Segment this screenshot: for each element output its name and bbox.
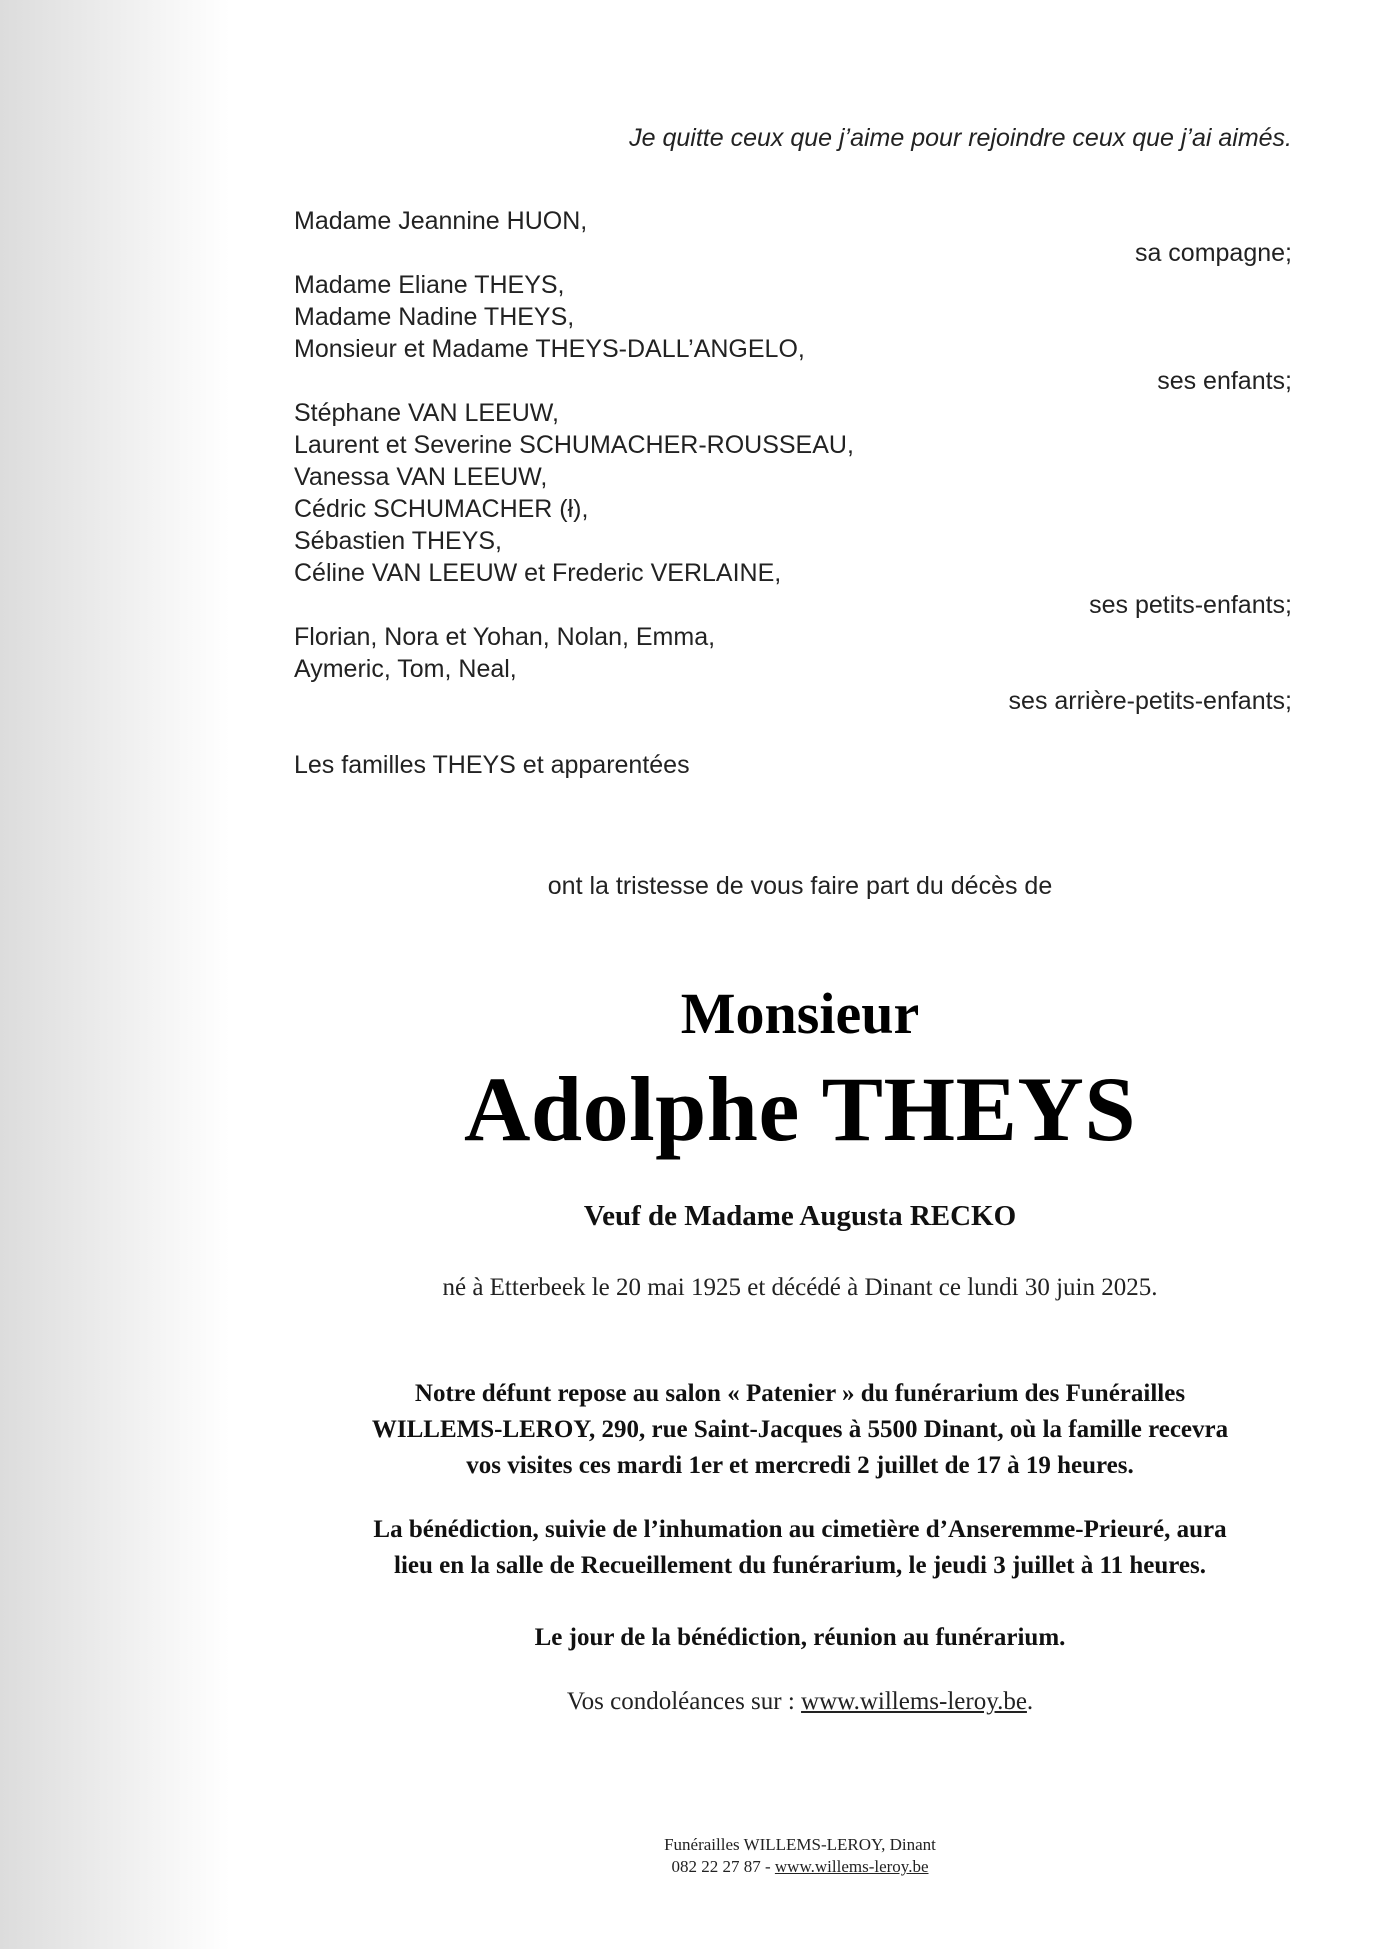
- meeting-line: Le jour de la bénédiction, réunion au funérarium.: [534, 1624, 1066, 1651]
- meeting-paragraph: [250, 1620, 1350, 1656]
- condolences-link[interactable]: www.willems-leroy.be: [801, 1688, 1027, 1715]
- ceremony-paragraph: [250, 1512, 1350, 1584]
- ceremony-line: lieu en la salle de Recueillement du funérarium, le jeudi 3 juillet à 11 heures.: [394, 1552, 1206, 1579]
- left-gradient-band: [0, 0, 230, 1949]
- visitation-line: vos visites ces mardi 1er et mercredi 2 juillet de 17 à 19 heures.: [466, 1452, 1134, 1479]
- announcement-text: ont la tristesse de vous faire part du décès de: [547, 872, 1053, 900]
- grandchildren-role: ses petits-enfants;: [1089, 591, 1292, 619]
- companion-name: Madame Jeannine HUON,: [294, 207, 588, 235]
- great-grandchild-name: Florian, Nora et Yohan, Nolan, Emma,: [294, 623, 716, 651]
- great-grandchild-name: Aymeric, Tom, Neal,: [294, 655, 517, 683]
- footer-contact: [540, 1856, 1060, 1878]
- children-role: ses enfants;: [1157, 367, 1292, 395]
- footer-phone: 082 22 27 87: [671, 1857, 761, 1876]
- birth-death-dates: né à Etterbeek le 20 mai 1925 et décédé à Dinant ce lundi 30 juin 2025.: [442, 1274, 1158, 1301]
- child-name: Madame Nadine THEYS,: [294, 303, 575, 331]
- grandchild-name: Laurent et Severine SCHUMACHER-ROUSSEAU,: [294, 431, 854, 459]
- family-list: [294, 205, 1292, 781]
- footer-company: Funérailles WILLEMS-LEROY, Dinant: [664, 1835, 936, 1854]
- child-name: Madame Eliane THEYS,: [294, 271, 565, 299]
- footer-link[interactable]: www.willems-leroy.be: [774, 1857, 929, 1876]
- visitation-line: WILLEMS-LEROY, 290, rue Saint-Jacques à 5500 Dinant, où la famille recevra: [371, 1416, 1229, 1443]
- grandchild-name: Stéphane VAN LEEUW,: [294, 399, 559, 427]
- grandchild-name: Vanessa VAN LEEUW,: [294, 463, 548, 491]
- condolences-line: [250, 1688, 1350, 1716]
- condolences-suffix: .: [1026, 1688, 1034, 1715]
- ceremony-line: La bénédiction, suivie de l’inhumation au cimetière d’Anseremme-Prieuré, aura: [373, 1516, 1227, 1543]
- epigraph-quote: Je quitte ceux que j’aime pour rejoindre ceux que j’ai aimés.: [629, 124, 1292, 152]
- deceased-name: Adolphe THEYS: [463, 1058, 1137, 1160]
- grandchild-name: Sébastien THEYS,: [294, 527, 502, 555]
- footer-separator: -: [760, 1857, 775, 1876]
- visitation-paragraph: [250, 1376, 1350, 1484]
- widow-of-text: Veuf de Madame Augusta RECKO: [583, 1200, 1017, 1232]
- footer: [540, 1834, 1060, 1878]
- child-name: Monsieur et Madame THEYS-DALL’ANGELO,: [294, 335, 805, 363]
- grandchild-name: Cédric SCHUMACHER (ł),: [294, 495, 589, 523]
- visitation-line: Notre défunt repose au salon « Patenier » du funérarium des Funérailles: [414, 1380, 1186, 1407]
- companion-role: sa compagne;: [1134, 239, 1292, 267]
- families-line: Les familles THEYS et apparentées: [294, 751, 690, 779]
- great-grandchildren-role: ses arrière-petits-enfants;: [1008, 687, 1292, 715]
- deceased-title: Monsieur: [680, 981, 920, 1046]
- condolences-prefix: Vos condoléances sur :: [566, 1688, 795, 1715]
- grandchild-name: Céline VAN LEEUW et Frederic VERLAINE,: [294, 559, 782, 587]
